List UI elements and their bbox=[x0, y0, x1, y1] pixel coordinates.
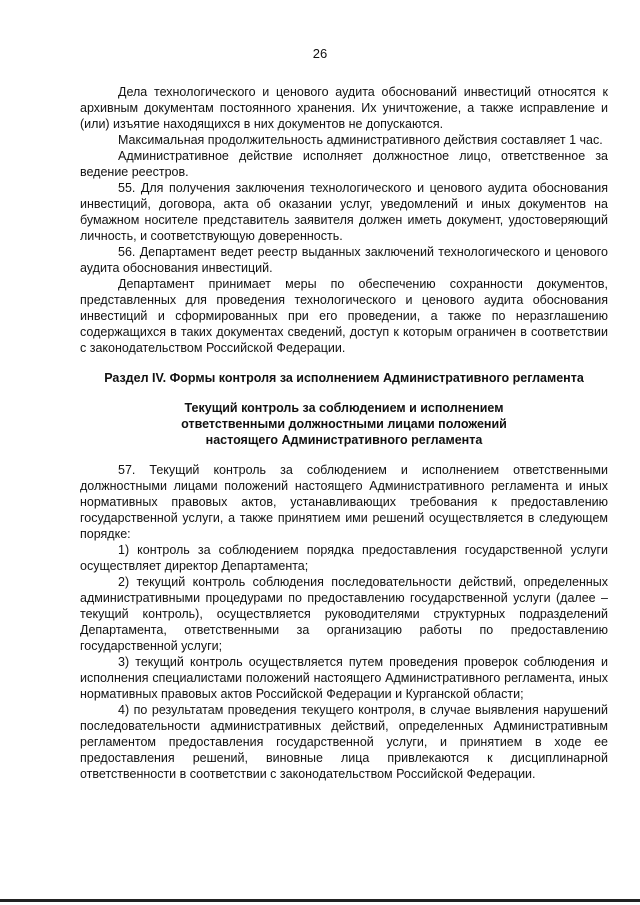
list-item: 1) контроль за соблюдением порядка предоставления государственной услуги осуществляет директор Департамента; bbox=[80, 543, 608, 573]
section-heading: Раздел IV. Формы контроля за исполнением Административного регламента bbox=[104, 371, 584, 385]
subsection-heading-line: Текущий контроль за соблюдением и исполнением bbox=[184, 401, 504, 415]
paragraph-56: 56. Департамент ведет реестр выданных заключений технологического и ценового аудита обоснования инвестиций. bbox=[80, 245, 608, 275]
paragraph: Департамент принимает меры по обеспечению сохранности документов, представленных для проведения технологического и ценового аудита обоснования инвестиций и сформированных при его проведении, а также по неразглашению содержащихся в таких документах сведений, доступ к которым ограничен в соответствии с законодательством Российской Федерации. bbox=[80, 277, 608, 355]
paragraph-55: 55. Для получения заключения технологического и ценового аудита обоснования инвестиций, договора, акта об оказании услуг, уведомлений и иных документов на бумажном носителе представитель заявителя должен иметь документ, удостоверяющий личность, и соответствующую доверенность. bbox=[80, 181, 608, 243]
document-body bbox=[80, 84, 608, 782]
subsection-heading-line: настоящего Административного регламента bbox=[205, 433, 483, 447]
list-item: 3) текущий контроль осуществляется путем проведения проверок соблюдения и исполнения специалистами положений настоящего Административного регламента, иных нормативных правовых актов Российской Федерации и Курганской области; bbox=[80, 655, 608, 701]
list-item: 4) по результатам проведения текущего контроля, в случае выявления нарушений последовательности административных действий, определенных Административным регламентом предоставления государственной услуги, и принятием в ходе ее предоставления решений, виновные лица привлекаются к дисциплинарной ответственности в соответствии с законодательством Российской Федерации. bbox=[80, 703, 608, 781]
subsection-heading bbox=[80, 400, 608, 448]
paragraph: Дела технологического и ценового аудита обоснований инвестиций относятся к архивным документам постоянного хранения. Их уничтожение, а также исправление и (или) изъятие находящихся в них документов не допускаются. bbox=[80, 85, 608, 131]
paragraph: Административное действие исполняет должностное лицо, ответственное за ведение реестров. bbox=[80, 149, 608, 179]
page-bottom-edge bbox=[0, 899, 640, 902]
paragraph-57: 57. Текущий контроль за соблюдением и исполнением ответственными должностными лицами положений настоящего Административного регламента и иных нормативных правовых актов, устанавливающих требования к предоставлению государственной услуги, а также принятием ими решений осуществляется в следующем порядке: bbox=[80, 463, 608, 541]
list-item: 2) текущий контроль соблюдения последовательности действий, определенных административными процедурами по предоставлению государственной услуги (далее – текущий контроль), осуществляется руководителями структурных подразделений Департамента, ответственными за организацию работы по предоставлению государственной услуги; bbox=[80, 575, 608, 653]
page-number: 26 bbox=[312, 46, 328, 61]
paragraph: Максимальная продолжительность административного действия составляет 1 час. bbox=[118, 133, 603, 147]
subsection-heading-line: ответственными должностными лицами положений bbox=[181, 417, 507, 431]
